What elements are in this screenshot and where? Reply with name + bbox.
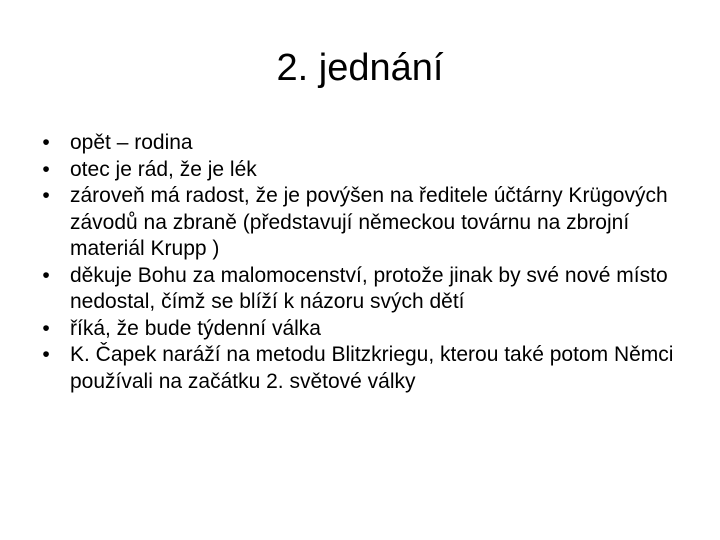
bullet-text: otec je rád, že je lék xyxy=(70,157,257,181)
bullet-item xyxy=(36,342,676,395)
bullet-item xyxy=(36,316,676,343)
bullet-text: zároveň má radost, že je povýšen na ředitele účtárny Krügových závodů na zbraně (představují německou továrnu na zbrojní materiál Krupp ) xyxy=(70,184,668,260)
bullet-item xyxy=(36,157,676,184)
bullet-item xyxy=(36,263,676,316)
bullet-icon: • xyxy=(42,343,50,366)
bullet-icon: • xyxy=(42,316,50,340)
bullet-list xyxy=(36,130,676,395)
bullet-icon: • xyxy=(42,157,50,181)
bullet-text: opět – rodina xyxy=(70,131,193,154)
bullet-text: říká, že bude týdenní válka xyxy=(70,316,321,340)
bullet-icon: • xyxy=(42,263,50,287)
bullet-icon: • xyxy=(42,131,50,154)
bullet-icon: • xyxy=(42,184,50,207)
bullet-item xyxy=(36,183,676,263)
bullet-item xyxy=(36,130,676,157)
slide-title: 2. jednání xyxy=(276,47,444,89)
bullet-text: K. Čapek naráží na metodu Blitzkriegu, kterou také potom Němci používali na začátku 2. světové války xyxy=(70,343,674,393)
bullet-text: děkuje Bohu za malomocenství, protože jinak by své nové místo nedostal, čímž se blíží k názoru svých dětí xyxy=(70,263,668,313)
